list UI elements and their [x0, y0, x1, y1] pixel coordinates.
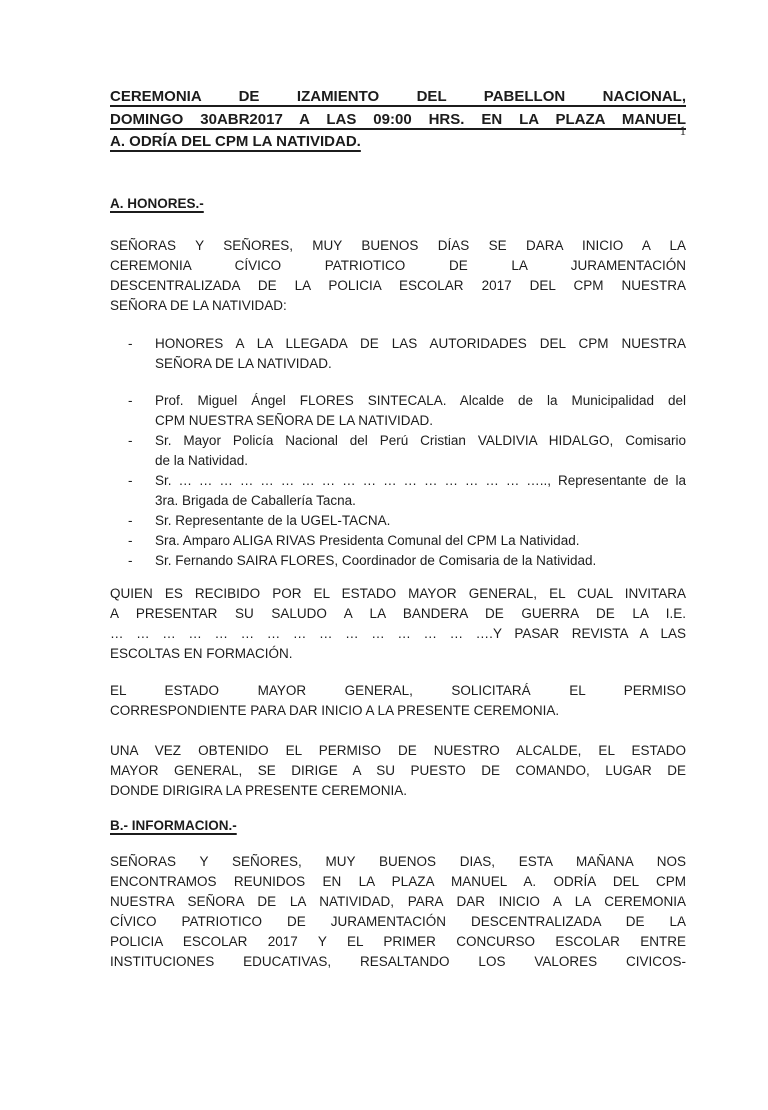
- list-item: [128, 511, 686, 531]
- section-a-paragraph-alcalde: UNA VEZ OBTENIDO EL PERMISO DE NUESTRO ALCALDE, EL ESTADO MAYOR GENERAL, SE DIRIGE A SU PUESTO DE COMANDO, LUGAR DE DONDE DIRIGIRA LA PRESENTE CEREMONIA.: [110, 742, 686, 798]
- authorities-list: [110, 391, 686, 571]
- list-item: [128, 431, 686, 471]
- list-item-text: Sr. Mayor Policía Nacional del Perú Cristian VALDIVIA HIDALGO, Comisario de la Natividad.: [155, 432, 686, 468]
- document-page: [0, 86, 768, 1110]
- section-a-intro-paragraph: SEÑORAS Y SEÑORES, MUY BUENOS DÍAS SE DARA INICIO A LA CEREMONIA CÍVICO PATRIOTICO DE LA JURAMENTACIÓN DESCENTRALIZADA DE LA POLICIA ESCOLAR 2017 DEL CPM NUESTRA SEÑORA DE LA NATIVIDAD:: [110, 237, 686, 313]
- list-item: [128, 334, 686, 374]
- document-title: CEREMONIA DE IZAMIENTO DEL PABELLON NACIONAL, DOMINGO 30ABR2017 A LAS 09:00 HRS. EN LA PLAZA MANUEL A. ODRÍA DEL CPM LA NATIVIDAD.: [110, 88, 686, 150]
- dash-bullet-icon: -: [128, 532, 133, 548]
- list-item-text: Sr. Representante de la UGEL-TACNA.: [155, 512, 391, 528]
- dash-bullet-icon: -: [128, 432, 133, 448]
- section-a-paragraph-permiso: EL ESTADO MAYOR GENERAL, SOLICITARÁ EL PERMISO CORRESPONDIENTE PARA DAR INICIO A LA PRESENTE CEREMONIA.: [110, 682, 686, 718]
- list-item-text: Sra. Amparo ALIGA RIVAS Presidenta Comunal del CPM La Natividad.: [155, 532, 580, 548]
- page-number: 1: [679, 124, 686, 138]
- section-b-heading: B.- INFORMACION.-: [110, 817, 237, 833]
- list-item-text: HONORES A LA LLEGADA DE LAS AUTORIDADES DEL CPM NUESTRA SEÑORA DE LA NATIVIDAD.: [155, 335, 686, 371]
- list-item-text: Sr. Fernando SAIRA FLORES, Coordinador de Comisaria de la Natividad.: [155, 552, 597, 568]
- honores-list: [110, 334, 686, 374]
- list-item-text: Prof. Miguel Ángel FLORES SINTECALA. Alcalde de la Municipalidad del CPM NUESTRA SEÑORA DE LA NATIVIDAD.: [155, 392, 686, 428]
- list-item: [128, 391, 686, 431]
- document-content: [110, 86, 686, 972]
- list-item: [128, 471, 686, 511]
- section-b-intro-paragraph: SEÑORAS Y SEÑORES, MUY BUENOS DIAS, ESTA MAÑANA NOS ENCONTRAMOS REUNIDOS EN LA PLAZA MANUEL A. ODRÍA DEL CPM NUESTRA SEÑORA DE LA NATIVIDAD, PARA DAR INICIO A LA CEREMONIA CÍVICO PATRIOTICO DE JURAMENTACIÓN DESCENTRALIZADA DE LA POLICIA ESCOLAR 2017 Y EL PRIMER CONCURSO ESCOLAR ENTRE INSTITUCIONES EDUCATIVAS, RESALTANDO LOS VALORES CIVICOS-: [110, 853, 686, 969]
- dash-bullet-icon: -: [128, 392, 133, 408]
- list-item: [128, 551, 686, 571]
- list-item-text: Sr. … … … … … … … … … … … … … … … … … ….., Representante de la 3ra. Brigada de Caballería Tacna.: [155, 472, 686, 508]
- section-a-paragraph-recibido: QUIEN ES RECIBIDO POR EL ESTADO MAYOR GENERAL, EL CUAL INVITARA A PRESENTAR SU SALUDO A LA BANDERA DE GUERRA DE LA I.E. … … … … … … … … … … … … … … ….Y PASAR REVISTA A LAS ESCOLTAS EN FORMACIÓN.: [110, 585, 686, 661]
- dash-bullet-icon: -: [128, 552, 133, 568]
- dash-bullet-icon: -: [128, 512, 133, 528]
- dash-bullet-icon: -: [128, 335, 133, 351]
- dash-bullet-icon: -: [128, 472, 133, 488]
- section-a-heading: A. HONORES.-: [110, 195, 204, 211]
- list-item: [128, 531, 686, 551]
